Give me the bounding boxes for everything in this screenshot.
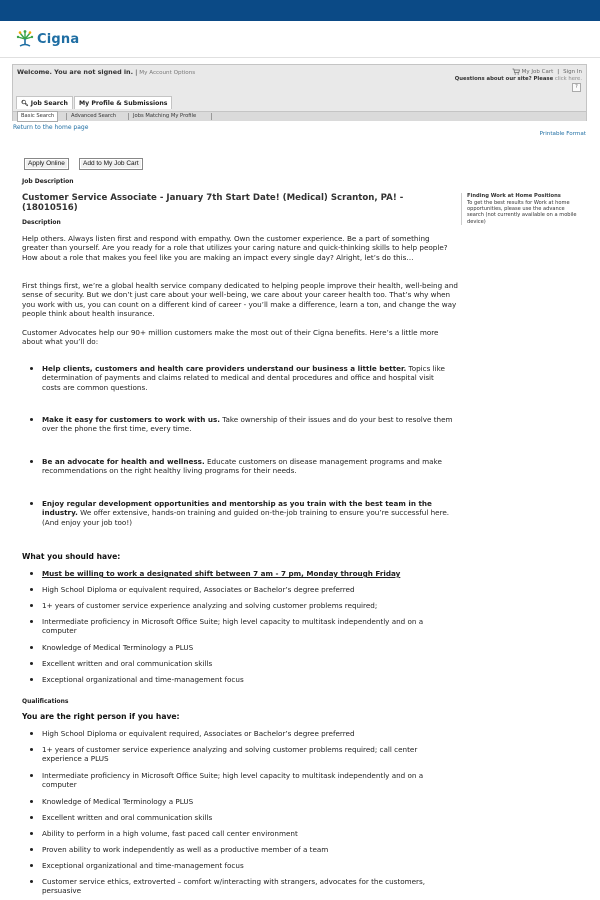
tab-job-search[interactable] <box>16 96 73 109</box>
list-item: Intermediate proficiency in Microsoft Office Suite; high level capacity to multitask independently and on a computer <box>42 771 454 790</box>
questions-line <box>455 76 582 82</box>
duty-heading: Be an advocate for health and wellness. <box>42 457 205 466</box>
welcome-separator: | <box>135 68 138 76</box>
list-item: Intermediate proficiency in Microsoft Office Suite; high level capacity to multitask independently and on a computer <box>42 617 454 636</box>
welcome-message <box>17 68 195 76</box>
tab-my-profile-submissions[interactable]: My Profile & Submissions <box>74 96 172 109</box>
subnav-advanced-search[interactable]: Advanced Search <box>71 113 117 119</box>
tab-job-search-label: Job Search <box>30 100 68 107</box>
duty-heading: Enjoy regular development opportunities and mentorship as you train with the best team in the industry. <box>42 499 432 518</box>
welcome-text: Welcome. You are not signed in. <box>17 68 134 76</box>
brand-name: Cigna <box>37 31 80 47</box>
magnifier-icon: 🔍︎ <box>21 100 29 107</box>
list-item: High School Diploma or equivalent required, Associates or Bachelor’s degree preferred <box>42 585 454 594</box>
list-item <box>42 364 454 392</box>
duty-text: We offer extensive, hands-on training and guided on-the-job training to ensure you’re successful here. (And enjoy your job too!) <box>42 508 450 527</box>
duty-heading: Help clients, customers and health care providers understand our business a little better. <box>42 364 407 373</box>
list-item <box>42 457 454 476</box>
qualifications-label: Qualifications <box>22 698 69 705</box>
list-item <box>42 499 454 527</box>
list-item: Excellent written and oral communication skills <box>42 813 454 822</box>
list-item: Knowledge of Medical Terminology a PLUS <box>42 797 454 806</box>
description-paragraph: First things first, we’re a global health service company dedicated to helping people improve their health, well-being and sense of security. But we don’t just care about your well-being, we care about your career health too. That’s why when you work with us, you can count on a different kind of career - you’ll make a difference, learn a ton, and change the way people think about health insurance. <box>22 281 458 319</box>
duty-text: Topics like determination of payments and claims related to medical and dental procedures and office and hospital visit costs are common questions. <box>42 364 445 392</box>
list-item: Exceptional organizational and time-management focus <box>42 675 454 684</box>
printable-format-link[interactable]: Printable Format <box>539 131 586 137</box>
list-item: Customer service ethics, extroverted – comfort w/interacting with strangers, advocates for the customers, persuasive <box>42 877 454 896</box>
tree-of-life-icon <box>16 29 34 49</box>
job-description-heading: Job Description <box>22 178 74 185</box>
sign-in-link[interactable]: Sign In <box>563 68 582 75</box>
return-home-link[interactable]: Return to the home page <box>13 124 89 131</box>
job-description-body <box>22 281 458 319</box>
description-label: Description <box>22 219 61 226</box>
link-separator: | <box>557 68 560 75</box>
list-item: Excellent written and oral communication skills <box>42 659 454 668</box>
cigna-logo[interactable] <box>16 28 79 50</box>
duty-text: Take ownership of their issues and do your best to resolve them over the phone the first time, every time. <box>42 415 453 434</box>
right-person-heading: You are the right person if you have: <box>22 712 180 721</box>
subnav-separator <box>66 113 67 120</box>
cart-icon <box>512 68 520 75</box>
tip-title: Finding Work at Home Positions <box>467 193 561 199</box>
duty-text: Educate customers on disease management programs and make recommendations on the right healthy living programs for their needs. <box>42 457 442 476</box>
apply-online-button[interactable]: Apply Online <box>24 158 69 170</box>
list-item: 1+ years of customer service experience analyzing and solving customer problems required; call center experience a PLUS <box>42 745 454 764</box>
click-here-link[interactable]: click here. <box>554 76 582 82</box>
list-item: Must be willing to work a designated shift between 7 am - 7 pm, Monday through Friday <box>42 569 454 578</box>
add-to-job-cart-button[interactable]: Add to My Job Cart <box>79 158 143 170</box>
job-title: Customer Service Associate - January 7th Start Date! (Medical) Scranton, PA! - (18010516) <box>22 193 404 213</box>
header-divider <box>0 57 600 58</box>
job-description-body <box>22 328 458 347</box>
work-at-home-tip <box>461 193 577 225</box>
list-item: Knowledge of Medical Terminology a PLUS <box>42 643 454 652</box>
list-item: Ability to perform in a high volume, fast paced call center environment <box>42 829 454 838</box>
user-links <box>512 68 582 75</box>
my-job-cart-link[interactable]: My Job Cart <box>521 68 554 75</box>
tip-text: To get the best results for Work at home opportunities, please use the advance search (not currently available on a mobile device) <box>467 199 577 225</box>
duty-heading: Make it easy for customers to work with us. <box>42 415 220 424</box>
list-item: High School Diploma or equivalent required, Associates or Bachelor’s degree preferred <box>42 729 454 738</box>
job-description-body <box>22 234 458 262</box>
my-account-options-link[interactable]: My Account Options <box>139 70 196 76</box>
help-icon[interactable]: ? <box>572 83 581 92</box>
subnav-separator <box>211 113 212 120</box>
description-paragraph: Customer Advocates help our 90+ million customers make the most out of their Cigna benefits. Here’s a little more about what you’ll do: <box>22 328 439 347</box>
list-item: 1+ years of customer service experience analyzing and solving customer problems required; <box>42 601 454 610</box>
subnav-separator <box>128 113 129 120</box>
list-item <box>42 415 454 434</box>
description-paragraph: Help others. Always listen first and respond with empathy. Own the customer experience. Be a part of something greater than yourself. Are you ready for a role that utilizes your caring nature and quick-thinking skills to help people? How about a role that makes you feel like you are making an impact every single day? Alright, let’s do this… <box>22 234 448 262</box>
top-bar <box>0 0 600 21</box>
sub-navigation <box>13 111 586 121</box>
subnav-jobs-matching-profile[interactable]: Jobs Matching My Profile <box>133 113 197 119</box>
list-item: Proven ability to work independently as well as a productive member of a team <box>42 845 454 854</box>
account-panel <box>12 64 587 121</box>
subnav-basic-search[interactable]: Basic Search <box>17 111 58 122</box>
questions-text: Questions about our site? Please <box>454 76 554 82</box>
what-you-should-have-heading: What you should have: <box>22 552 121 561</box>
list-item: Exceptional organizational and time-management focus <box>42 861 454 870</box>
